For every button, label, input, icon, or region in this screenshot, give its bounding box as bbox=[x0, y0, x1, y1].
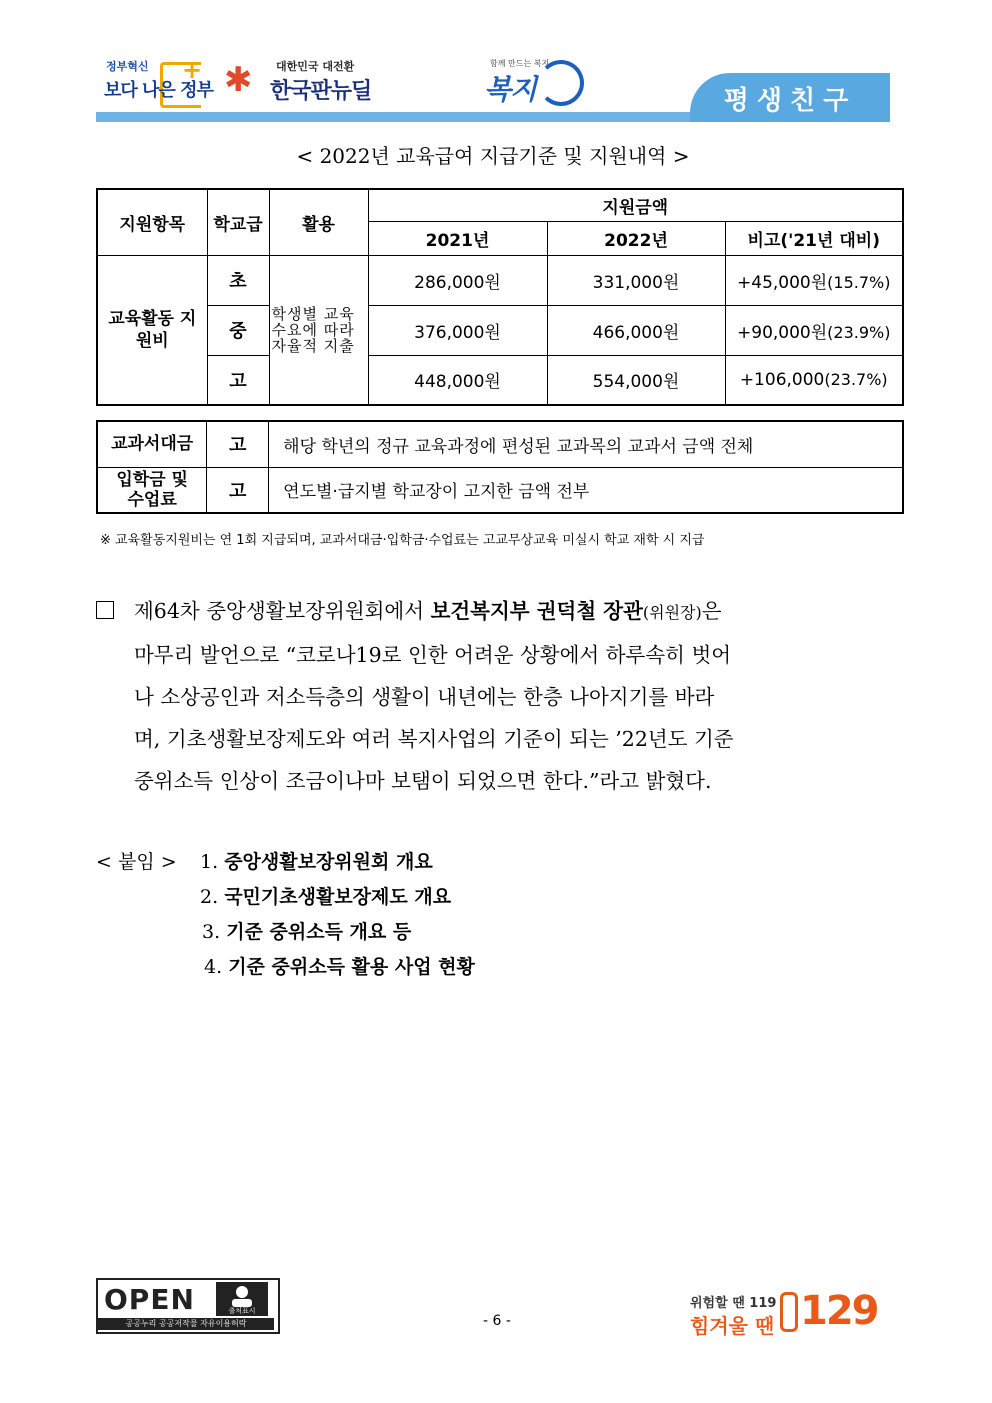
compare-diff: +90,000원 bbox=[737, 322, 828, 343]
logo-gov-innovation: 보다 나은 정부 bbox=[104, 80, 213, 101]
education-benefit-table bbox=[96, 188, 904, 406]
logo-newdeal: 한국판뉴딜 bbox=[270, 79, 372, 104]
amount-2022: 466,000원 bbox=[547, 305, 725, 355]
open-license-label: OPEN bbox=[104, 1283, 195, 1316]
header-banner-label: 평생친구 bbox=[723, 86, 857, 116]
attachment-text: 기준 중위소득 개요 등 bbox=[226, 921, 412, 943]
header-item: 지원항목 bbox=[97, 189, 207, 255]
header-amount: 지원금액 bbox=[368, 189, 903, 221]
use-description: 학생별 교육수요에 따라 자율적 지출 bbox=[269, 255, 368, 405]
checkbox-bullet-icon bbox=[96, 601, 114, 619]
phone-icon bbox=[780, 1292, 798, 1332]
header-use: 활용 bbox=[269, 189, 368, 255]
level-cell: 중 bbox=[207, 305, 269, 355]
compare-pct: (15.7%) bbox=[827, 272, 891, 292]
attachment-num: 1. bbox=[200, 851, 219, 873]
para-line1-a: 제64차 중앙생활보장위원회에서 bbox=[134, 599, 431, 623]
amount-2021: 286,000원 bbox=[368, 255, 547, 305]
compare-diff: +45,000원 bbox=[737, 272, 828, 293]
para-line4: 며, 기초생활보장제도와 여러 복지사업의 기준이 되는 ’22년도 기준 bbox=[134, 727, 734, 751]
table-title: < 2022년 교육급여 지급기준 및 지원내역 > bbox=[296, 144, 690, 168]
attachment-item bbox=[200, 882, 451, 909]
attachment-num: 2. bbox=[200, 886, 219, 908]
page-number: - 6 - bbox=[483, 1313, 511, 1329]
body-paragraph bbox=[96, 590, 898, 802]
compare-pct: (23.7%) bbox=[824, 369, 888, 389]
amount-2022: 554,000원 bbox=[547, 355, 725, 405]
hotline-text: 힘겨울 땐 bbox=[690, 1314, 775, 1338]
amount-2021: 376,000원 bbox=[368, 305, 547, 355]
compare-cell bbox=[725, 305, 903, 355]
logo-gov-innovation-small: 정부혁신 bbox=[106, 60, 149, 73]
attachment-num: 4. bbox=[204, 956, 223, 978]
welfare-circle-icon bbox=[538, 60, 584, 106]
amount-2021: 448,000원 bbox=[368, 355, 547, 405]
para-chair: (위원장) bbox=[642, 603, 702, 622]
logo-newdeal-small: 대한민국 대전환 bbox=[276, 60, 355, 73]
amount-2022: 331,000원 bbox=[547, 255, 725, 305]
level-cell: 고 bbox=[207, 355, 269, 405]
compare-diff: +106,000 bbox=[739, 369, 825, 390]
compare-cell bbox=[725, 355, 903, 405]
attachment-text: 국민기초생활보장제도 개요 bbox=[224, 886, 452, 908]
header-level: 학교급 bbox=[207, 189, 269, 255]
textbook-tuition-table bbox=[96, 420, 904, 514]
header-compare: 비고('21년 대비) bbox=[725, 221, 903, 255]
level-cell: 고 bbox=[207, 467, 269, 513]
para-line1-d: 은 bbox=[701, 599, 722, 623]
open-icon-label: 출처표시 bbox=[228, 1307, 256, 1315]
header-2021: 2021년 bbox=[368, 221, 547, 255]
attachment-item bbox=[204, 952, 475, 979]
level-cell: 고 bbox=[207, 421, 269, 467]
para-minister: 보건복지부 권덕철 장관 bbox=[430, 599, 643, 623]
attachment-text: 기준 중위소득 활용 사업 현황 bbox=[228, 956, 475, 978]
newdeal-star-icon: ✱ bbox=[224, 60, 253, 100]
level-cell: 초 bbox=[207, 255, 269, 305]
para-line2: 마무리 발언으로 “코로나19로 인한 어려운 상황에서 하루속히 벗어 bbox=[134, 643, 732, 667]
logo-welfare-small: 함께 만드는 복지 bbox=[490, 59, 550, 68]
para-line5: 중위소득 인상이 조금이나마 보탬이 되었으면 한다.”라고 밝혔다. bbox=[134, 769, 712, 793]
attachment-item bbox=[202, 917, 411, 944]
header-2022: 2022년 bbox=[547, 221, 725, 255]
attachment-item bbox=[200, 847, 433, 874]
attachments-label: < 붙임 > bbox=[96, 851, 177, 873]
plus-icon: + bbox=[182, 56, 203, 84]
category-activity-support: 교육활동 지원비 bbox=[97, 255, 207, 405]
open-license-subtitle: 공공누리 공공저작물 자유이용허락 bbox=[98, 1318, 274, 1330]
category-textbook: 교과서대금 bbox=[97, 421, 207, 467]
hotline-129-number: 129 bbox=[800, 1288, 878, 1334]
attachment-num: 3. bbox=[202, 921, 221, 943]
para-line3: 나 소상공인과 저소득층의 생활이 내년에는 한층 나아지기를 바라 bbox=[134, 685, 715, 709]
description-cell: 해당 학년의 정규 교육과정에 편성된 교과목의 교과서 금액 전체 bbox=[269, 421, 903, 467]
table-note: ※ 교육활동지원비는 연 1회 지급되며, 교과서대금·입학금·수업료는 고교무상교육 미실시 학교 재학 시 지급 bbox=[100, 533, 705, 548]
hotline-119-text: 위험할 땐 119 bbox=[690, 1296, 777, 1311]
compare-cell bbox=[725, 255, 903, 305]
attachment-text: 중앙생활보장위원회 개요 bbox=[224, 851, 433, 873]
logo-welfare: 복지 bbox=[484, 73, 537, 106]
category-tuition: 입학금 및 수업료 bbox=[97, 467, 207, 513]
compare-pct: (23.9%) bbox=[827, 322, 891, 342]
description-cell: 연도별·급지별 학교장이 고지한 금액 전부 bbox=[269, 467, 903, 513]
